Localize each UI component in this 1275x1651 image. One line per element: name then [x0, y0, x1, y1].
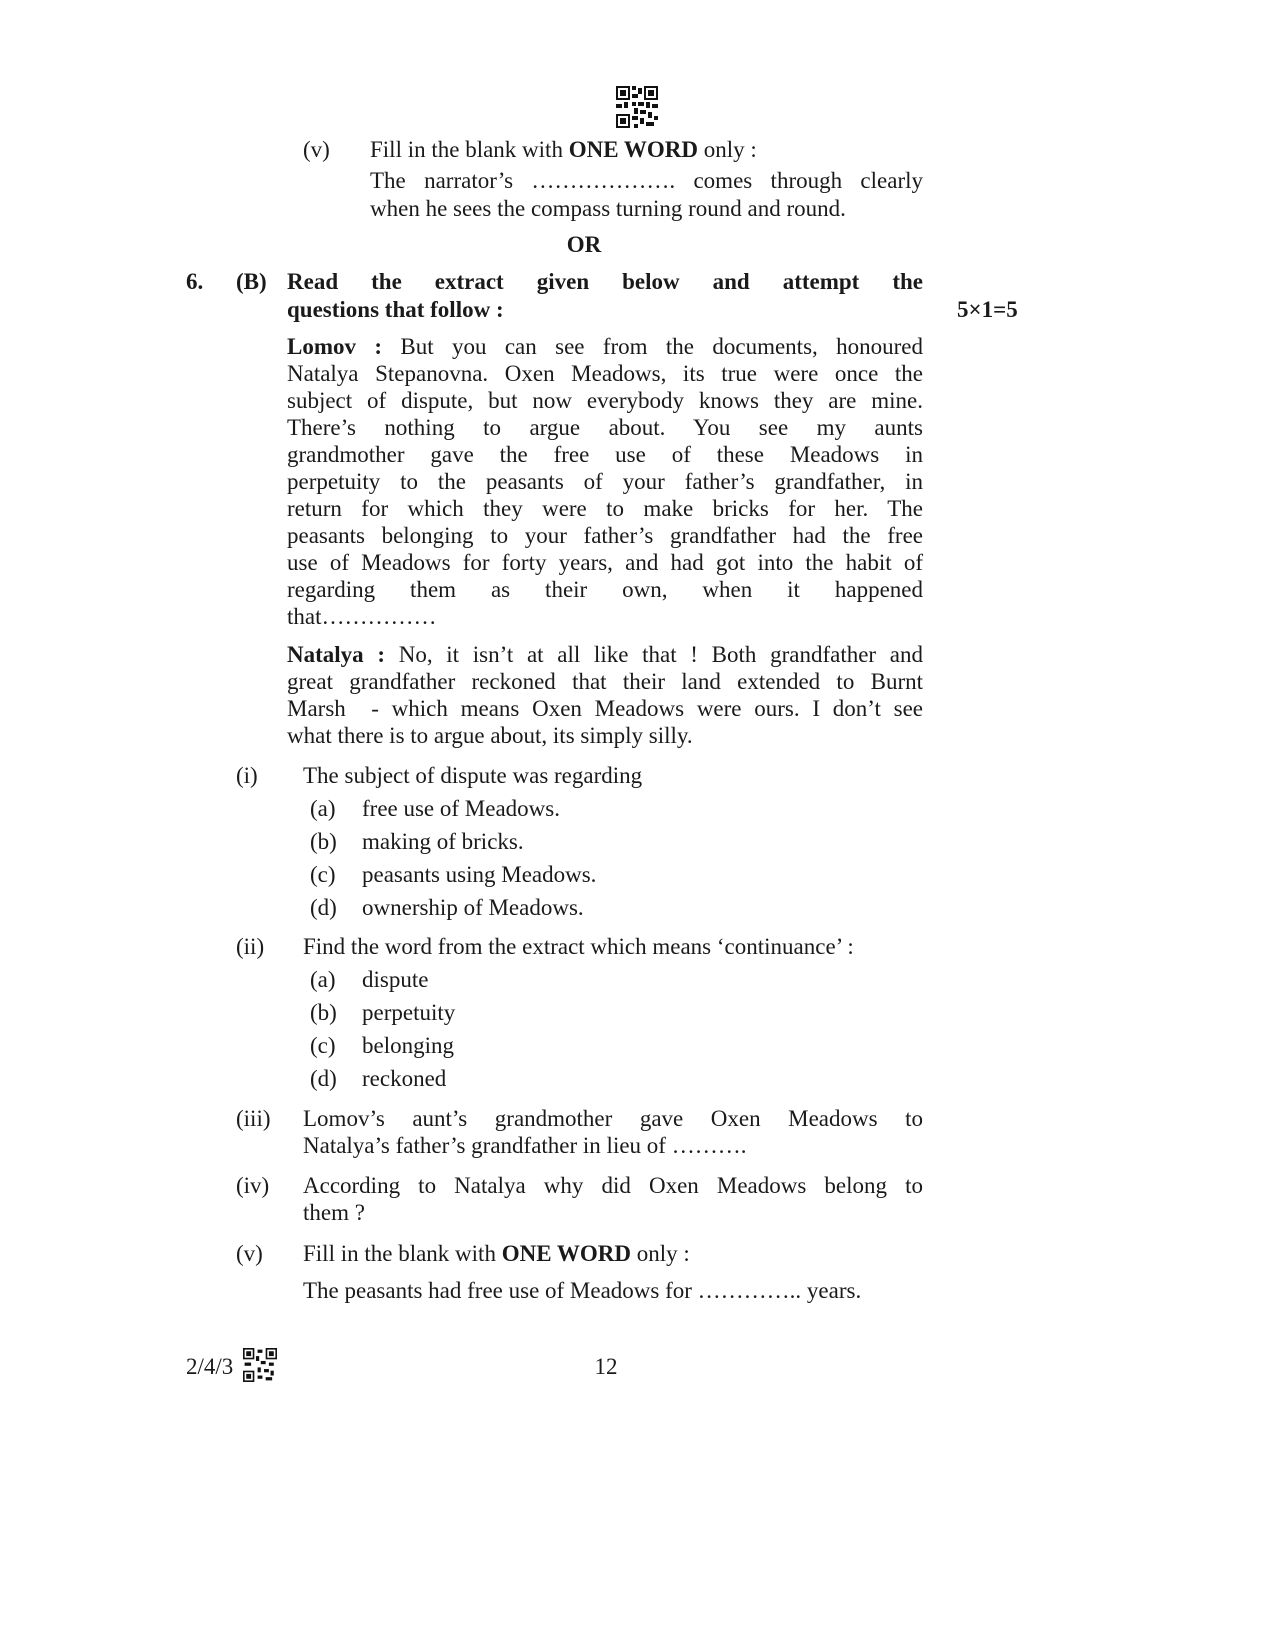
question-marks: 5×1=5 [957, 297, 1018, 322]
page-number: 12 [594, 1354, 618, 1379]
subquestion-number: (v) [236, 1241, 263, 1266]
option-label: (d) [310, 1066, 337, 1091]
extract-line: perpetuity to the peasants of your father’s grandfather, in [287, 469, 923, 494]
subquestion-number: (iv) [236, 1173, 270, 1198]
extract-line: Lomov : But you can see from the documents, honoured [287, 334, 923, 359]
question-part: (B) [236, 269, 267, 294]
option-text[interactable]: reckoned [362, 1066, 447, 1091]
extract-line: regarding them as their own, when it happened [287, 577, 923, 602]
extract-line: return for which they were to make bricks for her. The [287, 496, 923, 521]
option-label: (a) [310, 967, 336, 992]
question-heading: questions that follow : [287, 297, 504, 322]
speaker-lomov: Lomov : [287, 334, 383, 359]
option-label: (b) [310, 1000, 337, 1025]
speaker-natalya: Natalya : [287, 642, 386, 667]
subquestion-number: (ii) [236, 934, 265, 959]
extract-line: use of Meadows for forty years, and had got into the habit of [287, 550, 923, 575]
extract-line: grandmother gave the free use of these Meadows in [287, 442, 923, 467]
footer-code: 2/4/3 [186, 1354, 234, 1379]
question-number: 6. [186, 269, 204, 294]
prev-question-line: The narrator’s ………………. comes through clearly [370, 168, 923, 193]
extract-line: great grandfather reckoned that their land extended to Burnt [287, 669, 923, 694]
option-text[interactable]: belonging [362, 1033, 454, 1058]
option-text[interactable]: peasants using Meadows. [362, 862, 597, 887]
prev-question-line: when he sees the compass turning round and round. [370, 196, 846, 221]
subquestion-text: Lomov’s aunt’s grandmother gave Oxen Meadows to [303, 1106, 923, 1131]
subquestion-text: The subject of dispute was regarding [303, 763, 643, 788]
question-heading: Read the extract given below and attempt the [287, 269, 923, 294]
qr-code-icon [616, 86, 658, 128]
extract-line: subject of dispute, but now everybody knows they are mine. [287, 388, 923, 413]
extract-line: There’s nothing to argue about. You see my aunts [287, 415, 923, 440]
option-label: (a) [310, 796, 336, 821]
option-text[interactable]: ownership of Meadows. [362, 895, 584, 920]
option-label: (c) [310, 1033, 336, 1058]
prev-question-number: (v) [303, 137, 330, 162]
subquestion-text: The peasants had free use of Meadows for ………….. years. [303, 1278, 862, 1303]
option-text[interactable]: making of bricks. [362, 829, 524, 854]
extract-line: Natalya : No, it isn’t at all like that ! Both grandfather and [287, 642, 923, 667]
option-label: (d) [310, 895, 337, 920]
subquestion-text: According to Natalya why did Oxen Meadows belong to [303, 1173, 923, 1198]
or-separator: OR [566, 232, 602, 257]
subquestion-text: them ? [303, 1200, 365, 1225]
option-label: (c) [310, 862, 336, 887]
option-text[interactable]: dispute [362, 967, 429, 992]
subquestion-text: Find the word from the extract which means ‘continuance’ : [303, 934, 854, 959]
extract-line: what there is to argue about, its simply silly. [287, 723, 693, 748]
subquestion-text: Natalya’s father’s grandfather in lieu of ………. [303, 1133, 747, 1158]
extract-line: Natalya Stepanovna. Oxen Meadows, its true were once the [287, 361, 923, 386]
option-label: (b) [310, 829, 337, 854]
option-text[interactable]: perpetuity [362, 1000, 456, 1025]
extract-line: Marsh - which means Oxen Meadows were ours. I don’t see [287, 696, 923, 721]
subquestion-number: (iii) [236, 1106, 271, 1131]
subquestion-instruction: Fill in the blank with ONE WORD only : [303, 1241, 690, 1266]
extract-line: peasants belonging to your father’s grandfather had the free [287, 523, 923, 548]
prev-question-instruction: Fill in the blank with ONE WORD only : [370, 137, 757, 162]
subquestion-number: (i) [236, 763, 258, 788]
extract-line: that…………… [287, 604, 437, 629]
option-text[interactable]: free use of Meadows. [362, 796, 560, 821]
